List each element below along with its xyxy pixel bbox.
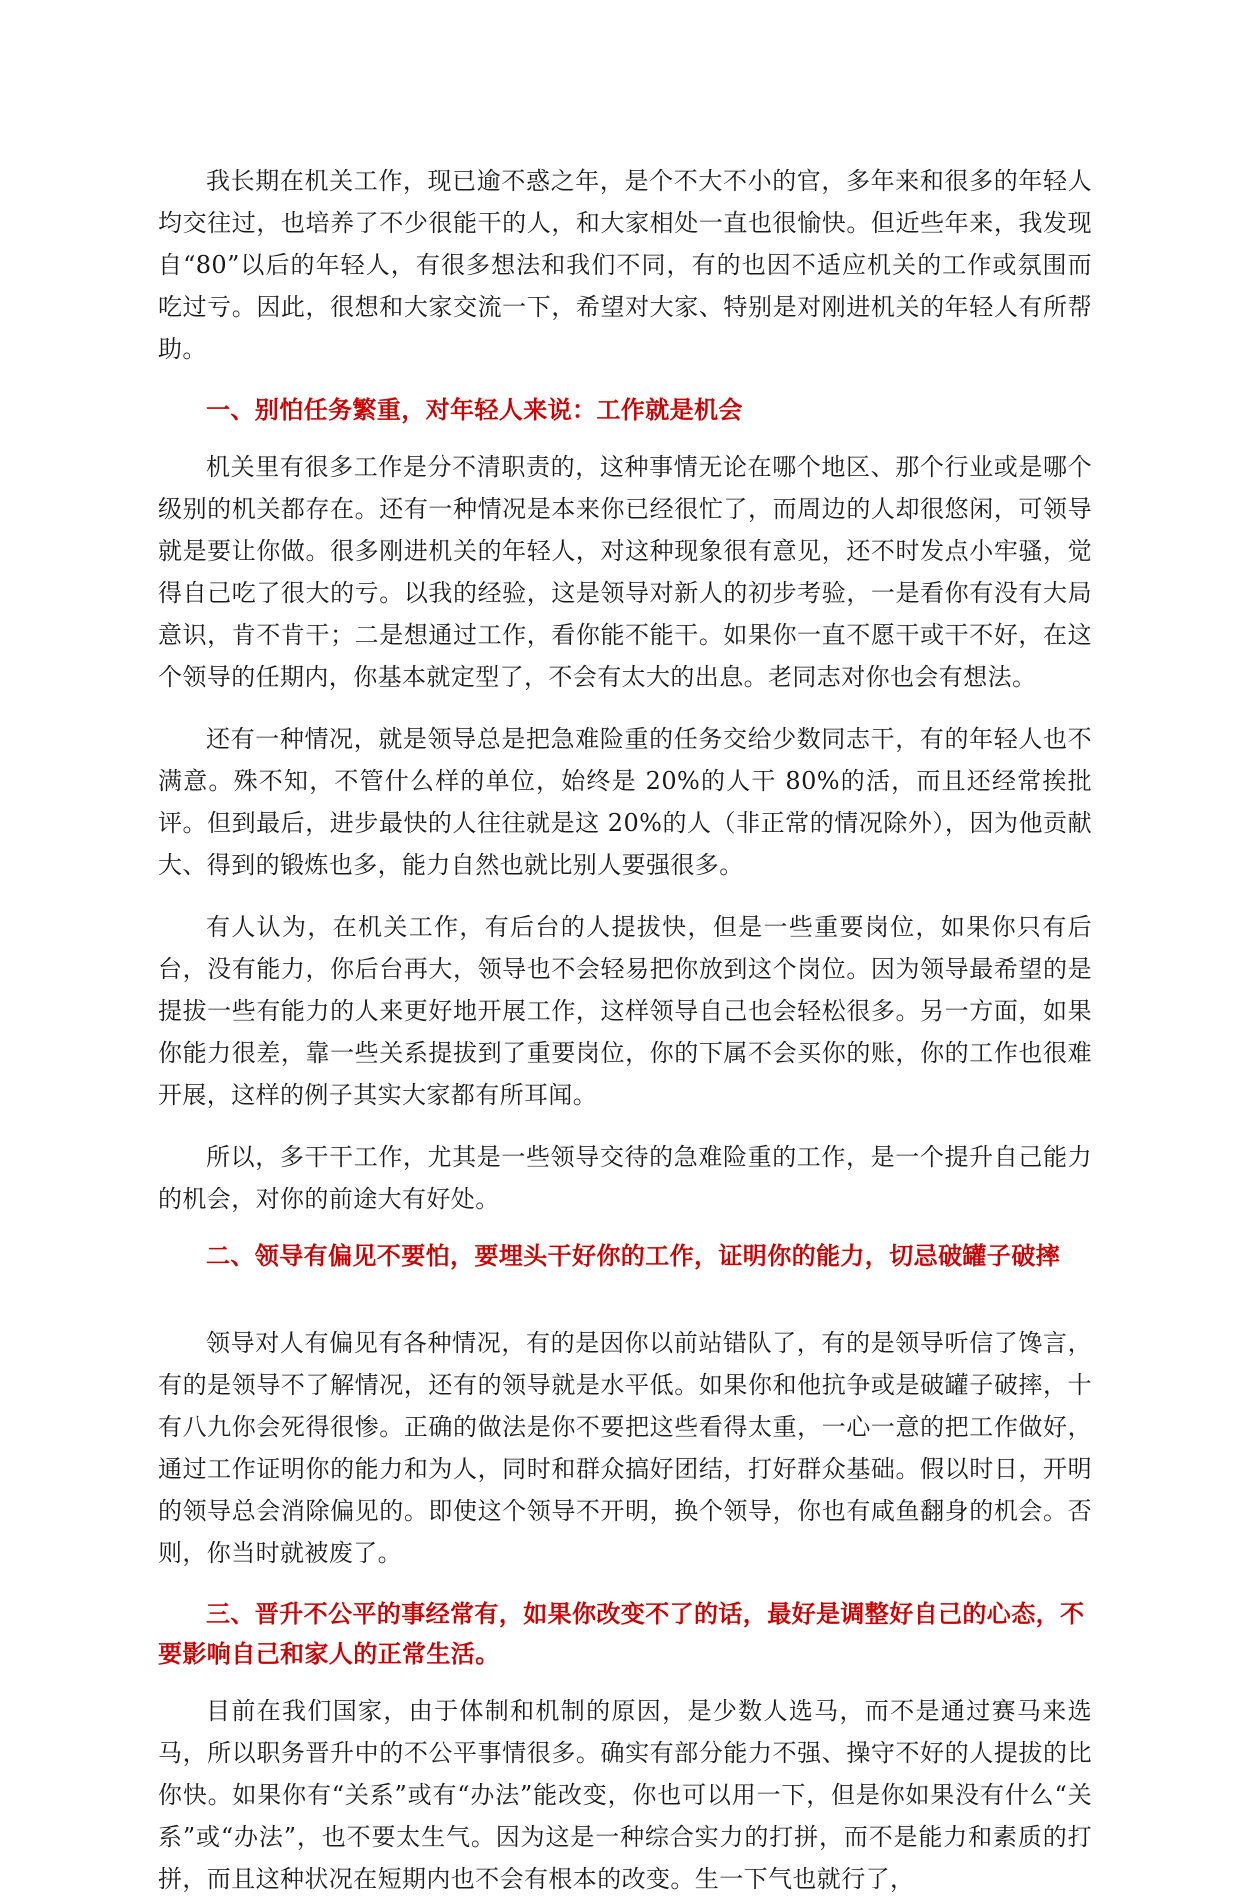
spacer <box>158 1116 1092 1136</box>
section-1-heading: 一、别怕任务繁重，对年轻人来说：工作就是机会 <box>206 395 743 424</box>
spacer <box>158 370 1092 390</box>
section-1-paragraph-3: 有人认为，在机关工作，有后台的人提拔快，但是一些重要岗位，如果你只有后台，没有能力，你后台再大，领导也不会轻易把你放到这个岗位。因为领导最希望的是提拔一些有能力的人来更好地开展工作，这样领导自己也会轻松很多。另一方面，如果你能力很差，靠一些关系提拔到了重要岗位，你的下属不会买你的账，你的工作也很难开展，这样的例子其实大家都有所耳闻。 <box>158 913 1092 1109</box>
spacer <box>158 1674 1092 1690</box>
section-1-paragraph-1: 机关里有很多工作是分不清职责的，这种事情无论在哪个地区、那个行业或是哪个级别的机关都存在。还有一种情况是本来你已经很忙了，而周边的人却很悠闲，可领导就是要让你做。很多刚进机关的年轻人，对这种现象很有意见，还不时发点小牢骚，觉得自己吃了很大的亏。以我的经验，这是领导对新人的初步考验，一是看你有没有大局意识，肯不肯干；二是想通过工作，看你能不能干。如果你一直不愿干或干不好，在这个领导的任期内，你基本就定型了，不会有太大的出息。老同志对你也会有想法。 <box>158 453 1092 691</box>
section-2-heading: 二、领导有偏见不要怕，要埋头干好你的工作，证明你的能力，切忌破罐子破摔 <box>206 1241 1060 1270</box>
intro-paragraph: 我长期在机关工作，现已逾不惑之年，是个不大不小的官，多年来和很多的年轻人均交往过，也培养了不少很能干的人，和大家相处一直也很愉快。但近些年来，我发现自“80”以后的年轻人，有很多想法和我们不同，有的也因不适应机关的工作或氛围而吃过亏。因此，很想和大家交流一下，希望对大家、特别是对刚进机关的年轻人有所帮助。 <box>158 167 1092 363</box>
spacer <box>158 1276 1092 1322</box>
section-2-paragraph-1: 领导对人有偏见有各种情况，有的是因你以前站错队了，有的是领导听信了馋言，有的是领导不了解情况，还有的领导就是水平低。如果你和他抗争或是破罐子破摔，十有八九你会死得很惨。正确的做法是你不要把这些看得太重，一心一意的把工作做好，通过工作证明你的能力和为人，同时和群众搞好团结，打好群众基础。假以时日，开明的领导总会消除偏见的。即使这个领导不开明，换个领导，你也有咸鱼翻身的机会。否则，你当时就被废了。 <box>158 1329 1092 1567</box>
spacer <box>158 430 1092 446</box>
section-3-paragraph-1: 目前在我们国家，由于体制和机制的原因，是少数人选马，而不是通过赛马来选马，所以职务晋升中的不公平事情很多。确实有部分能力不强、操守不好的人提拔的比你快。如果你有“关系”或有“办法”能改变，你也可以用一下，但是你如果没有什么“关系”或“办法”，也不要太生气。因为这是一种综合实力的打拼，而不是能力和素质的打拼，而且这种状况在短期内也不会有根本的改变。生一下气也就行了， <box>158 1697 1092 1893</box>
spacer <box>158 886 1092 906</box>
section-1-paragraph-4: 所以，多干干工作，尤其是一些领导交待的急难险重的工作，是一个提升自己能力的机会，对你的前途大有好处。 <box>158 1143 1092 1213</box>
spacer <box>158 1574 1092 1594</box>
spacer <box>158 1220 1092 1236</box>
section-1-paragraph-2: 还有一种情况，就是领导总是把急难险重的任务交给少数同志干，有的年轻人也不满意。殊不知，不管什么样的单位，始终是 20%的人干 80%的活，而且还经常挨批评。但到最后，进步最快的人往往就是这 20%的人（非正常的情况除外），因为他贡献大、得到的锻炼也多，能力自然也就比别人要强很多。 <box>158 725 1092 879</box>
section-3-heading: 三、晋升不公平的事经常有，如果你改变不了的话，最好是调整好自己的心态，不要影响自己和家人的正常生活。 <box>158 1599 1085 1668</box>
spacer <box>158 698 1092 718</box>
